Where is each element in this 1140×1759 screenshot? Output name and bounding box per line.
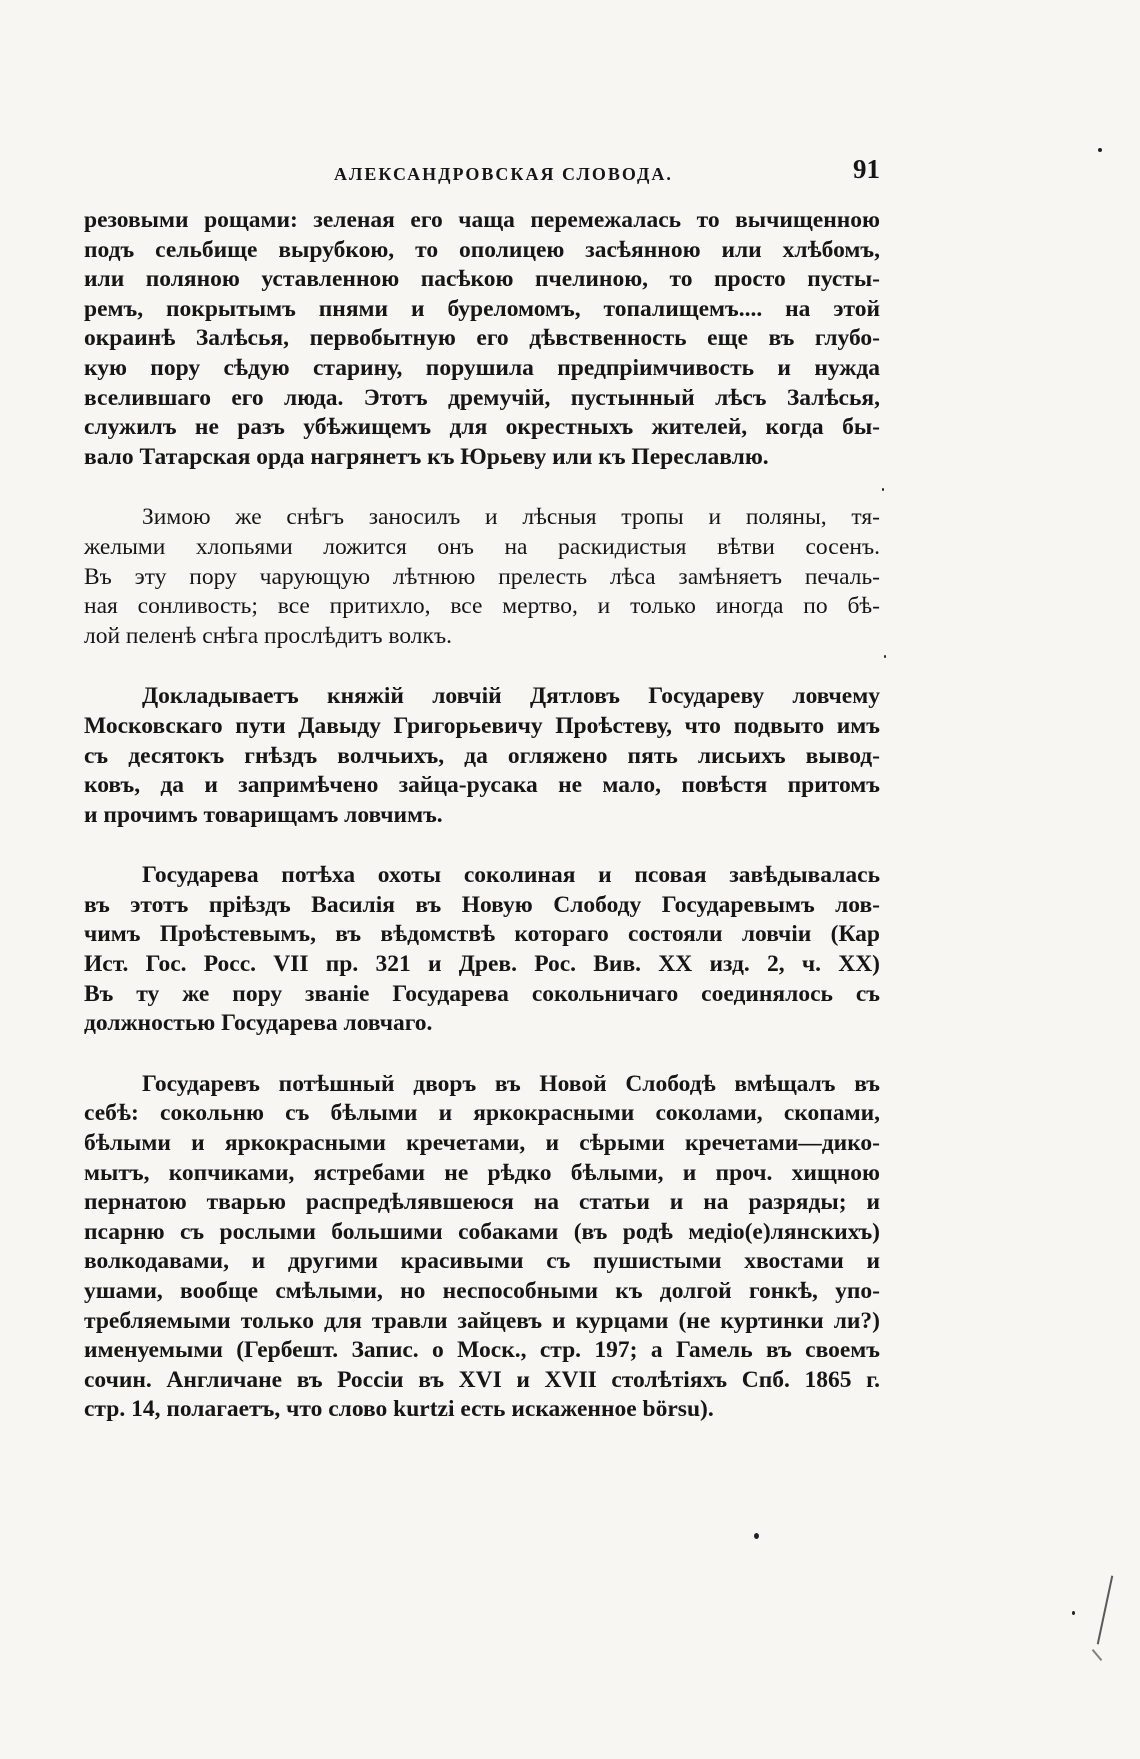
scan-speck bbox=[882, 488, 884, 491]
text-line: волкодавами, и другими красивыми съ пушистыми хвостами и bbox=[84, 1248, 880, 1275]
scan-stroke bbox=[1097, 1576, 1114, 1645]
text-line: стр. 14, полагаетъ, что слово kurtzi есть искаженное börsu). bbox=[84, 1396, 714, 1423]
text-line: чимъ Проѣстевымъ, въ вѣдомствѣ котораго состояли ловчiи (Кар bbox=[84, 921, 880, 948]
text-line: бѣлыми и яркокрасными кречетами, и сѣрыми кречетами—дико- bbox=[84, 1130, 880, 1157]
text-line: пернатою тварью распредѣлявшеюся на статьи и на разряды; и bbox=[84, 1189, 880, 1216]
text-line: лой пеленѣ снѣга прослѣдитъ волкъ. bbox=[84, 622, 452, 649]
paragraph-4 bbox=[84, 861, 880, 1039]
text-line: и прочимъ товарищамъ ловчимъ. bbox=[84, 801, 443, 828]
text-line: Московскаго пути Давыду Григорьевичу Проѣстеву, что подвыто имъ bbox=[84, 712, 880, 739]
text-line: служилъ не разъ убѣжищемъ для окрестныхъ жителей, когда бы- bbox=[84, 414, 880, 441]
text-line: съ десятокъ гнѣздъ волчьихъ, да огляжено пять лисьихъ вывод- bbox=[84, 742, 880, 769]
text-line: или поляною уставленною пасѣкою пчелиною, то просто пусты- bbox=[84, 266, 880, 293]
paragraph-5 bbox=[84, 1070, 880, 1425]
text-line: Ист. Гос. Росс. VII пр. 321 и Древ. Рос. Вив. XX изд. 2, ч. XX) bbox=[84, 951, 880, 978]
text-line: Зимою же снѣгъ заносилъ и лѣсныя тропы и поляны, тя- bbox=[142, 504, 880, 531]
scan-stroke bbox=[1092, 1649, 1103, 1661]
scan-speck bbox=[1098, 148, 1102, 152]
text-line: должностью Государева ловчаго. bbox=[84, 1010, 433, 1037]
text-line: псарню съ рослыми большими собаками (въ родѣ медiо(е)лянскихъ) bbox=[84, 1218, 880, 1245]
text-line: Въ эту пору чарующую лѣтнюю прелесть лѣса замѣняетъ печаль- bbox=[84, 563, 880, 590]
text-line: резовыми рощами: зеленая его чаща перемежалась то вычищенною bbox=[84, 207, 880, 233]
scan-speck bbox=[754, 1533, 759, 1539]
text-line: ушами, вообще смѣлыми, но неспособными къ долгой гонкѣ, упо- bbox=[84, 1278, 880, 1304]
text-line: именуемыми (Гербешт. Запис. о Моск., стр. 197; а Гамель въ своемъ bbox=[84, 1337, 880, 1364]
text-line: Государевъ потѣшный дворъ въ Новой Слободѣ вмѣщалъ въ bbox=[142, 1070, 880, 1097]
paragraph-2 bbox=[84, 503, 880, 651]
text-line: ремъ, покрытымъ пнями и буреломомъ, топалищемъ.... на этой bbox=[84, 295, 880, 322]
text-line: вселившаго его люда. Этотъ дремучiй, пустынный лѣсъ Залѣсья, bbox=[84, 384, 880, 411]
text-line: себѣ: сокольню съ бѣлыми и яркокрасными соколами, скопами, bbox=[84, 1100, 880, 1127]
text-line: вало Татарская орда нагрянетъ къ Юрьеву или къ Переславлю. bbox=[84, 443, 769, 470]
running-title: АЛЕКСАНДРОВСКАЯ СЛОВОДА. bbox=[334, 164, 673, 184]
text-line: Въ ту же пору званiе Государева сокольничаго соединялось съ bbox=[84, 980, 880, 1007]
text-line: окраинѣ Залѣсья, первобытную его дѣвственность еще въ глубо- bbox=[84, 325, 880, 352]
scan-speck bbox=[1072, 1611, 1075, 1615]
text-line: сочин. Англичане въ Россiи въ XVI и XVII столѣтiяхъ Спб. 1865 г. bbox=[84, 1366, 880, 1393]
page-number: 91 bbox=[853, 154, 880, 184]
paragraph-3 bbox=[84, 682, 880, 830]
body-text bbox=[84, 206, 880, 1456]
text-line: ковъ, да и запримѣчено зайца-русака не мало, повѣстя притомъ bbox=[84, 772, 880, 799]
running-head bbox=[84, 154, 880, 194]
text-line: Докладываетъ княжiй ловчiй Дятловъ Государеву ловчему bbox=[142, 683, 880, 710]
text-line: Государева потѣха охоты соколиная и псовая завѣдывалась bbox=[142, 862, 880, 889]
text-line: желыми хлопьями ложится онъ на раскидистыя вѣтви сосенъ. bbox=[84, 533, 880, 560]
scan-speck bbox=[884, 655, 886, 658]
text-line: кую пору сѣдую старину, порушила предпрiимчивость и нужда bbox=[84, 354, 880, 381]
paragraph-1 bbox=[84, 206, 880, 472]
text-line: подъ сельбище вырубкою, то ополицею засѣянною или хлѣбомъ, bbox=[84, 236, 880, 263]
text-line: требляемыми только для травли зайцевъ и курцами (не куртинки ли?) bbox=[84, 1307, 880, 1334]
text-line: ная сонливость; все притихло, все мертво, и только иногда по бѣ- bbox=[84, 593, 880, 620]
text-line: мытъ, копчиками, ястребами не рѣдко бѣлыми, и проч. хищною bbox=[84, 1159, 880, 1186]
text-line: въ этотъ прiѣздъ Василiя въ Новую Слободу Государевымъ лов- bbox=[84, 891, 880, 918]
